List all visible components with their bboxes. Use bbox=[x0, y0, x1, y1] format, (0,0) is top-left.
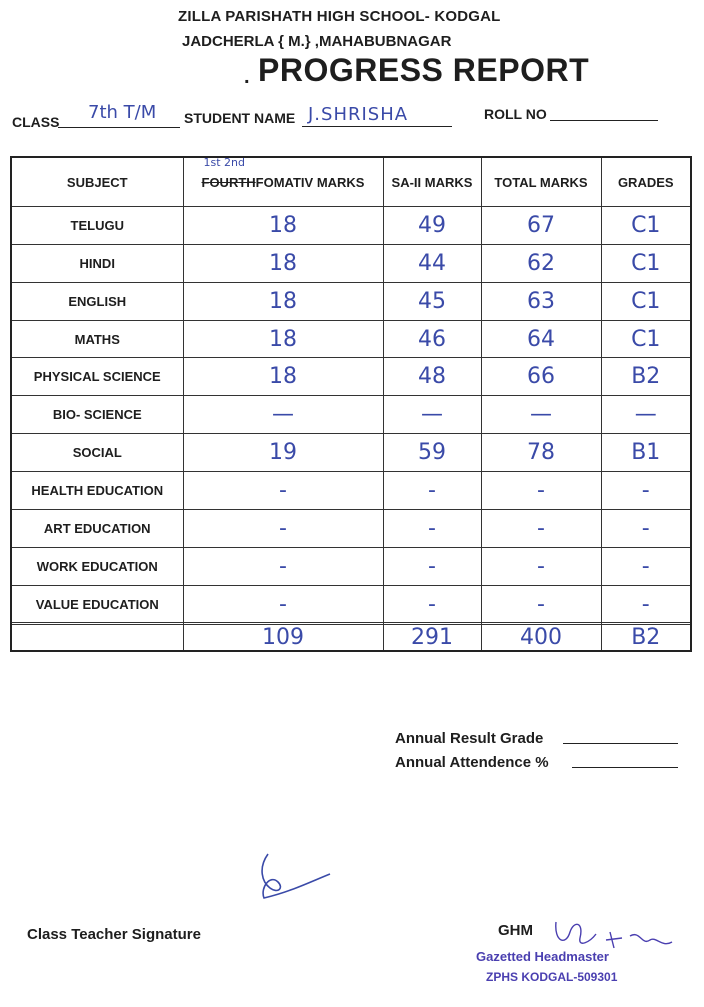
roll-no-line bbox=[550, 120, 658, 121]
fa-marks-cell: - bbox=[183, 547, 383, 585]
grade-cell: B2 bbox=[601, 358, 691, 396]
table-row bbox=[11, 472, 691, 510]
ghm-label: GHM bbox=[498, 922, 533, 939]
total-sa: 291 bbox=[383, 625, 481, 652]
bullet-mark: . bbox=[244, 66, 250, 88]
grade-cell: - bbox=[601, 472, 691, 510]
sa-marks-cell: - bbox=[383, 547, 481, 585]
sa-marks-cell: - bbox=[383, 585, 481, 623]
sa-marks-cell: 48 bbox=[383, 358, 481, 396]
class-teacher-signature-label: Class Teacher Signature bbox=[27, 926, 201, 943]
subject-cell: MATHS bbox=[11, 320, 183, 358]
subject-header: SUBJECT bbox=[11, 157, 183, 207]
grade-cell: C1 bbox=[601, 207, 691, 245]
fa-marks-cell: — bbox=[183, 396, 383, 434]
fa-marks-cell: 19 bbox=[183, 434, 383, 472]
grade-cell: C1 bbox=[601, 320, 691, 358]
total-marks-header: TOTAL MARKS bbox=[481, 157, 601, 207]
total-marks: 400 bbox=[481, 625, 601, 652]
class-value: 7th T/M bbox=[88, 102, 157, 123]
fa-marks-header bbox=[183, 157, 383, 207]
table-row bbox=[11, 509, 691, 547]
total-marks-cell: 63 bbox=[481, 282, 601, 320]
sa-marks-cell: 49 bbox=[383, 207, 481, 245]
marks-table bbox=[10, 156, 692, 652]
total-marks-cell: - bbox=[481, 585, 601, 623]
sa-marks-header: SA-II MARKS bbox=[383, 157, 481, 207]
subject-cell: TELUGU bbox=[11, 207, 183, 245]
subject-cell: BIO- SCIENCE bbox=[11, 396, 183, 434]
sa-marks-cell: — bbox=[383, 396, 481, 434]
table-header-row bbox=[11, 157, 691, 207]
subject-cell: PHYSICAL SCIENCE bbox=[11, 358, 183, 396]
subject-cell: HEALTH EDUCATION bbox=[11, 472, 183, 510]
grade-cell: - bbox=[601, 509, 691, 547]
subject-cell: ART EDUCATION bbox=[11, 509, 183, 547]
total-marks-cell: 66 bbox=[481, 358, 601, 396]
table-row bbox=[11, 547, 691, 585]
table-row bbox=[11, 207, 691, 245]
grade-cell: C1 bbox=[601, 282, 691, 320]
class-line bbox=[58, 127, 180, 128]
annual-grade-label: Annual Result Grade bbox=[395, 730, 544, 747]
table-row bbox=[11, 320, 691, 358]
sa-marks-cell: - bbox=[383, 472, 481, 510]
total-marks-cell: 78 bbox=[481, 434, 601, 472]
sa-marks-cell: - bbox=[383, 509, 481, 547]
stamp-line-1: Gazetted Headmaster bbox=[476, 949, 609, 964]
subject-cell: ENGLISH bbox=[11, 282, 183, 320]
grade-cell: B1 bbox=[601, 434, 691, 472]
annual-grade-line bbox=[563, 743, 678, 744]
subject-cell: SOCIAL bbox=[11, 434, 183, 472]
totals-row bbox=[11, 625, 691, 652]
subject-cell: HINDI bbox=[11, 244, 183, 282]
total-fa: 109 bbox=[183, 625, 383, 652]
annual-attendance-line bbox=[572, 767, 678, 768]
grade-cell: - bbox=[601, 547, 691, 585]
stamp-line-2: ZPHS KODGAL-509301 bbox=[486, 970, 618, 984]
table-row bbox=[11, 244, 691, 282]
fa-header-text: FOMATIV MARKS bbox=[255, 174, 365, 190]
school-name: ZILLA PARISHATH HIGH SCHOOL- KODGAL bbox=[178, 8, 501, 25]
annual-attendance-label: Annual Attendence % bbox=[395, 754, 549, 771]
total-marks-cell: - bbox=[481, 547, 601, 585]
fa-marks-cell: 18 bbox=[183, 358, 383, 396]
student-name-value: J.SHRISHA bbox=[308, 104, 409, 125]
table-row bbox=[11, 434, 691, 472]
grades-header: GRADES bbox=[601, 157, 691, 207]
subject-cell: WORK EDUCATION bbox=[11, 547, 183, 585]
fa-terms-note: 1st 2nd bbox=[203, 157, 245, 169]
total-marks-cell: - bbox=[481, 472, 601, 510]
sa-marks-cell: 59 bbox=[383, 434, 481, 472]
total-marks-cell: — bbox=[481, 396, 601, 434]
fa-marks-cell: 18 bbox=[183, 282, 383, 320]
subject-cell: VALUE EDUCATION bbox=[11, 585, 183, 623]
grade-cell: — bbox=[601, 396, 691, 434]
total-marks-cell: 62 bbox=[481, 244, 601, 282]
sa-marks-cell: 44 bbox=[383, 244, 481, 282]
class-label: CLASS bbox=[12, 114, 60, 130]
fa-marks-cell: - bbox=[183, 509, 383, 547]
total-grade: B2 bbox=[601, 625, 691, 652]
roll-no-label: ROLL NO bbox=[484, 106, 547, 122]
table-row bbox=[11, 396, 691, 434]
report-title: PROGRESS REPORT bbox=[258, 52, 590, 88]
table-row bbox=[11, 282, 691, 320]
total-marks-cell: 64 bbox=[481, 320, 601, 358]
student-name-label: STUDENT NAME bbox=[184, 110, 296, 126]
grade-cell: - bbox=[601, 585, 691, 623]
fa-marks-cell: 18 bbox=[183, 320, 383, 358]
table-row bbox=[11, 358, 691, 396]
fa-struck-word: FOURTH bbox=[201, 174, 256, 190]
fa-marks-cell: 18 bbox=[183, 244, 383, 282]
school-place: JADCHERLA { M.} ,MAHABUBNAGAR bbox=[182, 33, 452, 50]
grade-cell: C1 bbox=[601, 244, 691, 282]
sa-marks-cell: 45 bbox=[383, 282, 481, 320]
student-name-line bbox=[302, 126, 452, 127]
total-marks-cell: - bbox=[481, 509, 601, 547]
teacher-signature-mark bbox=[250, 848, 340, 908]
fa-marks-cell: 18 bbox=[183, 207, 383, 245]
sa-marks-cell: 46 bbox=[383, 320, 481, 358]
fa-marks-cell: - bbox=[183, 585, 383, 623]
totals-blank bbox=[11, 625, 183, 652]
fa-marks-cell: - bbox=[183, 472, 383, 510]
table-row bbox=[11, 585, 691, 623]
total-marks-cell: 67 bbox=[481, 207, 601, 245]
